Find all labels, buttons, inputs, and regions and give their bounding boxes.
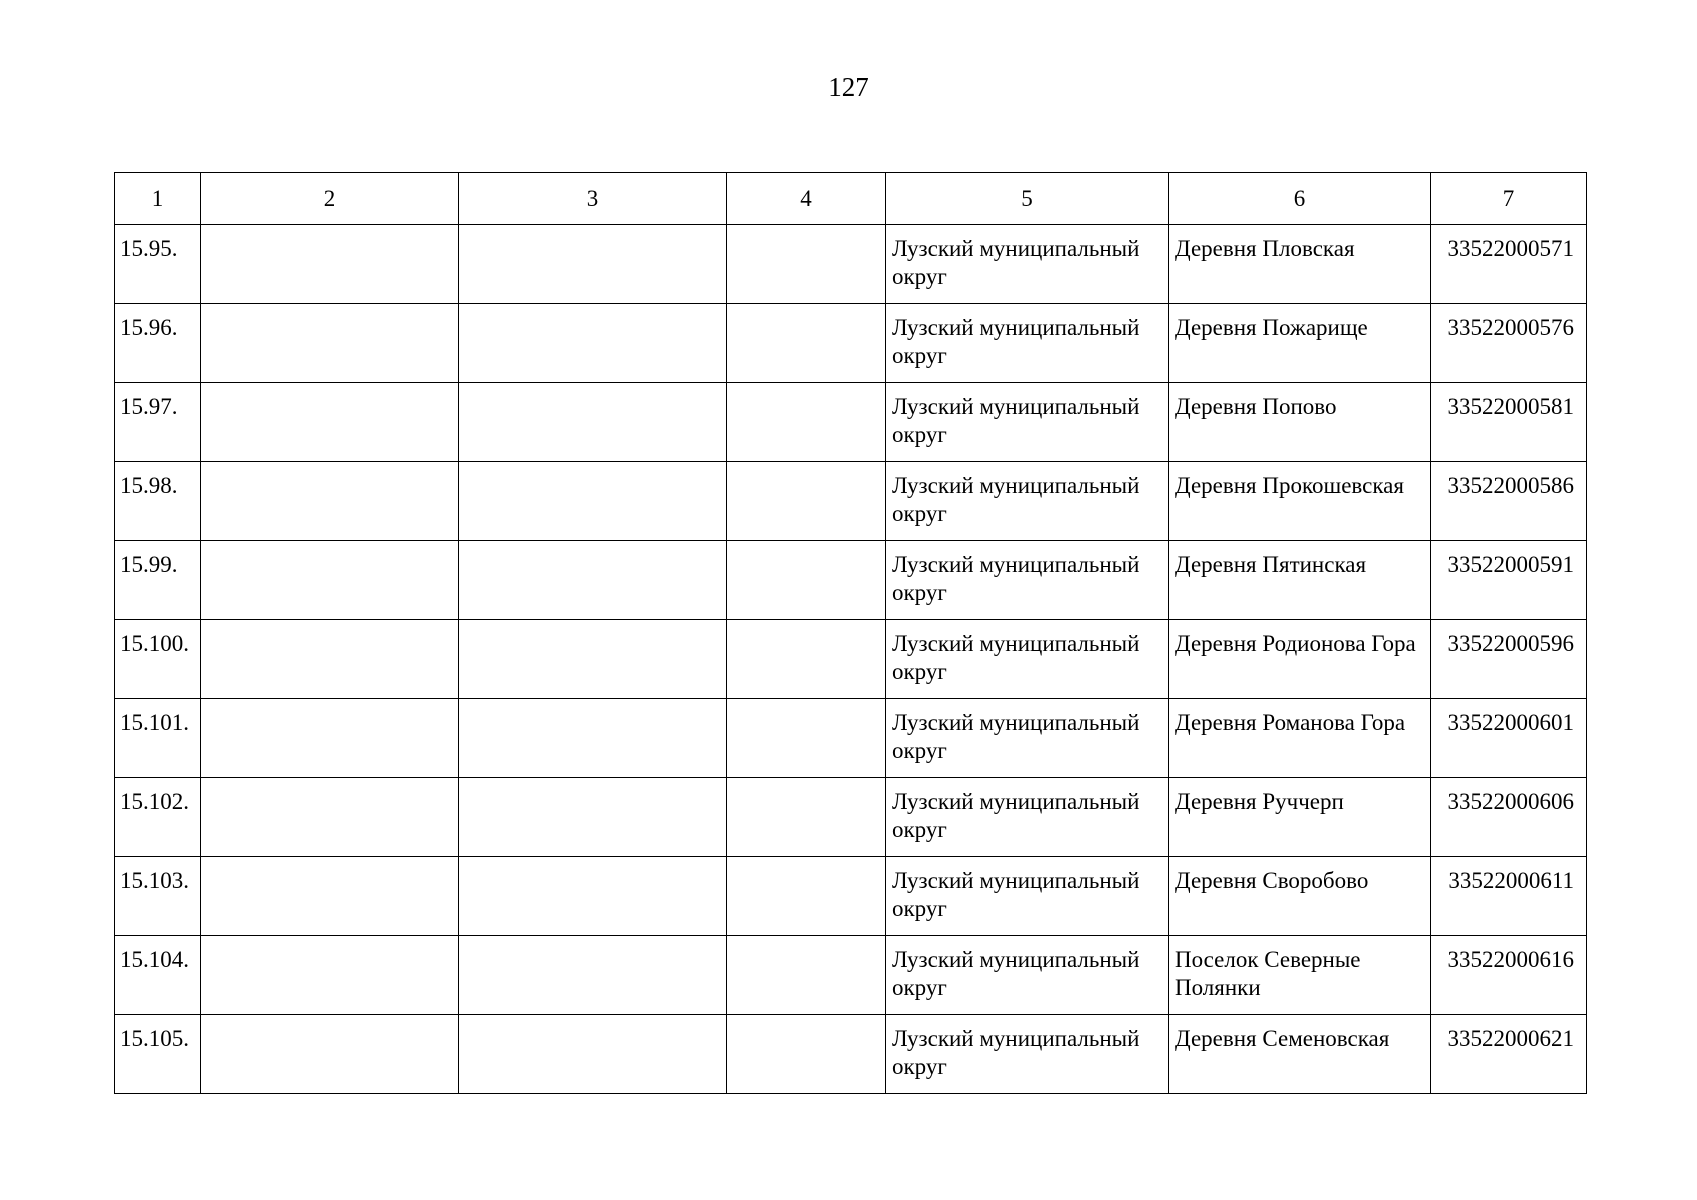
header-cell-6: 6: [1169, 173, 1431, 225]
code-cell: 33522000571: [1431, 225, 1587, 304]
district-cell: Лузский муниципальный округ: [886, 1015, 1169, 1094]
district-cell: Лузский муниципальный округ: [886, 699, 1169, 778]
table-row: [115, 462, 1587, 541]
cell-col-2: [201, 936, 459, 1015]
district-cell: Лузский муниципальный округ: [886, 304, 1169, 383]
settlement-cell: Деревня Пожарище: [1169, 304, 1431, 383]
header-cell-4: 4: [727, 173, 886, 225]
settlement-cell: Деревня Прокошевская: [1169, 462, 1431, 541]
district-cell: Лузский муниципальный округ: [886, 383, 1169, 462]
district-cell: Лузский муниципальный округ: [886, 462, 1169, 541]
district-cell: Лузский муниципальный округ: [886, 936, 1169, 1015]
district-cell: Лузский муниципальный округ: [886, 541, 1169, 620]
code-cell: 33522000606: [1431, 778, 1587, 857]
settlement-cell: Деревня Руччерп: [1169, 778, 1431, 857]
cell-col-2: [201, 620, 459, 699]
table-row: [115, 699, 1587, 778]
cell-col-2: [201, 462, 459, 541]
cell-col-2: [201, 778, 459, 857]
table-row: [115, 541, 1587, 620]
cell-col-4: [727, 225, 886, 304]
registry-table: [114, 172, 1587, 1094]
header-cell-3: 3: [459, 173, 727, 225]
table-row: [115, 1015, 1587, 1094]
header-cell-5: 5: [886, 173, 1169, 225]
cell-col-3: [459, 699, 727, 778]
code-cell: 33522000576: [1431, 304, 1587, 383]
settlement-cell: Деревня Попово: [1169, 383, 1431, 462]
row-number: 15.105.: [115, 1015, 201, 1094]
cell-col-3: [459, 857, 727, 936]
settlement-cell: Деревня Родионова Гора: [1169, 620, 1431, 699]
settlement-cell: Деревня Семеновская: [1169, 1015, 1431, 1094]
cell-col-4: [727, 383, 886, 462]
cell-col-3: [459, 462, 727, 541]
code-cell: 33522000601: [1431, 699, 1587, 778]
header-cell-1: 1: [115, 173, 201, 225]
district-cell: Лузский муниципальный округ: [886, 778, 1169, 857]
table-row: [115, 383, 1587, 462]
cell-col-4: [727, 1015, 886, 1094]
code-cell: 33522000596: [1431, 620, 1587, 699]
cell-col-4: [727, 541, 886, 620]
header-cell-2: 2: [201, 173, 459, 225]
code-cell: 33522000611: [1431, 857, 1587, 936]
cell-col-2: [201, 857, 459, 936]
cell-col-2: [201, 304, 459, 383]
cell-col-2: [201, 1015, 459, 1094]
table-row: [115, 936, 1587, 1015]
table-body: [115, 225, 1587, 1094]
row-number: 15.95.: [115, 225, 201, 304]
row-number: 15.102.: [115, 778, 201, 857]
code-cell: 33522000586: [1431, 462, 1587, 541]
cell-col-3: [459, 1015, 727, 1094]
settlement-cell: Деревня Своробово: [1169, 857, 1431, 936]
header-row: [115, 173, 1587, 225]
cell-col-3: [459, 620, 727, 699]
row-number: 15.96.: [115, 304, 201, 383]
table-row: [115, 225, 1587, 304]
table-row: [115, 304, 1587, 383]
cell-col-2: [201, 699, 459, 778]
table-row: [115, 857, 1587, 936]
row-number: 15.98.: [115, 462, 201, 541]
cell-col-3: [459, 304, 727, 383]
row-number: 15.103.: [115, 857, 201, 936]
cell-col-3: [459, 541, 727, 620]
cell-col-3: [459, 225, 727, 304]
header-cell-7: 7: [1431, 173, 1587, 225]
code-cell: 33522000621: [1431, 1015, 1587, 1094]
table-row: [115, 620, 1587, 699]
cell-col-4: [727, 462, 886, 541]
row-number: 15.101.: [115, 699, 201, 778]
district-cell: Лузский муниципальный округ: [886, 620, 1169, 699]
code-cell: 33522000591: [1431, 541, 1587, 620]
page-number: 127: [828, 72, 869, 102]
district-cell: Лузский муниципальный округ: [886, 857, 1169, 936]
row-number: 15.99.: [115, 541, 201, 620]
row-number: 15.100.: [115, 620, 201, 699]
cell-col-3: [459, 936, 727, 1015]
cell-col-2: [201, 541, 459, 620]
cell-col-4: [727, 778, 886, 857]
code-cell: 33522000581: [1431, 383, 1587, 462]
cell-col-2: [201, 383, 459, 462]
settlement-cell: Деревня Пятинская: [1169, 541, 1431, 620]
table-header: [115, 173, 1587, 225]
cell-col-4: [727, 620, 886, 699]
cell-col-4: [727, 304, 886, 383]
cell-col-3: [459, 383, 727, 462]
settlement-cell: Деревня Пловская: [1169, 225, 1431, 304]
cell-col-4: [727, 857, 886, 936]
cell-col-3: [459, 778, 727, 857]
settlement-cell: Деревня Романова Гора: [1169, 699, 1431, 778]
cell-col-4: [727, 936, 886, 1015]
row-number: 15.104.: [115, 936, 201, 1015]
code-cell: 33522000616: [1431, 936, 1587, 1015]
cell-col-4: [727, 699, 886, 778]
cell-col-2: [201, 225, 459, 304]
settlement-cell: Поселок Северные Полянки: [1169, 936, 1431, 1015]
table-row: [115, 778, 1587, 857]
district-cell: Лузский муниципальный округ: [886, 225, 1169, 304]
row-number: 15.97.: [115, 383, 201, 462]
